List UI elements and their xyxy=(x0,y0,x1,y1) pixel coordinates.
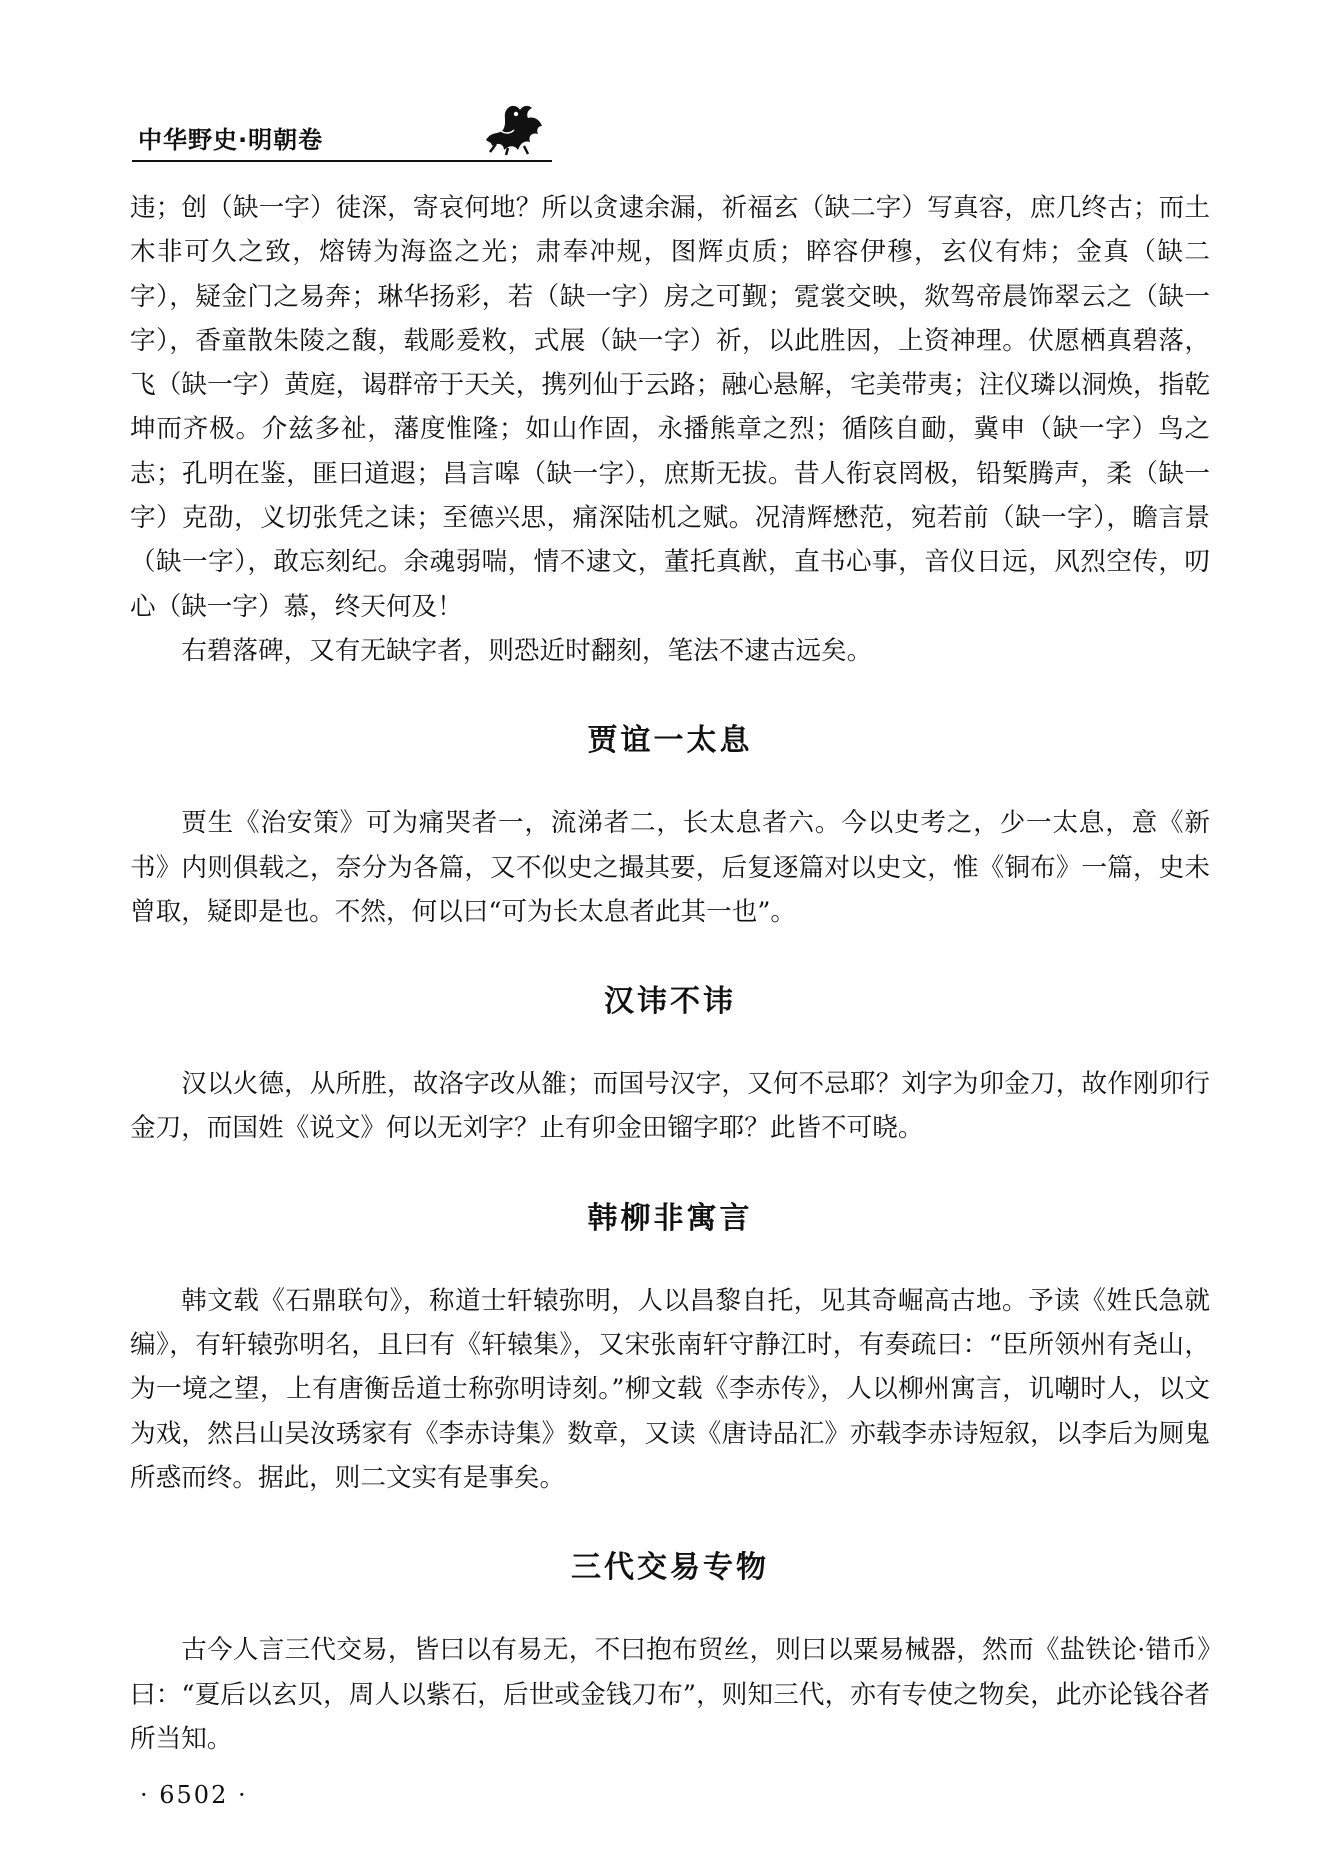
section-title: 汉讳不讳 xyxy=(604,984,736,1020)
section-title: 韩柳非寓言 xyxy=(587,1200,753,1236)
body-paragraph: 古今人言三代交易，皆曰以有易无，不曰抱布贸丝，则曰以粟易械器，然而《盐铁论·错币》曰：“夏后以玄贝，周人以紫石，后世或金钱刀布”，则知三代，亦有专使之物矣，此亦论钱谷者所当知。 xyxy=(130,1635,1210,1754)
body-paragraph: 贾生《治安策》可为痛哭者一，流涕者二，长太息者六。今以史考之，少一太息，意《新书》内则俱载之，奈分为各篇，又不似史之撮其要，后复逐篇对以史文，惟《铜布》一篇，史未曾取，疑即是也。不然，何以曰“可为长太息者此其一也”。 xyxy=(130,808,1210,927)
page-body xyxy=(130,186,1210,1761)
body-paragraph: 违；创（缺一字）徒深，寄哀何地？所以贪逮余漏，祈福玄（缺二字）写真容，庶几终古；而土木非可久之致，熔铸为海盗之光；肃奉冲规，图辉贞质；睟容伊穆，玄仪有炜；金真（缺二字），疑金门之易奔；琳华扬彩，若（缺一字）房之可觐；霓裳交映，欻驾帝晨饰翠云之（缺一字），香童散朱陵之馥，载彫爰敉，式展（缺一字）祈，以此胜因，上资神理。伏愿栖真碧落，飞（缺一字）黄庭，谒群帝于天关，携列仙于云路；融心悬解，宅美带夷；注仪璘以洞焕，指乾坤而齐极。介兹多祉，藩度惟隆；如山作固，永播熊章之烈；循陔自勔，冀申（缺一字）鸟之志；孔明在鉴，匪曰道遐；昌言嗥（缺一字），庶斯无拔。昔人衔哀罔极，铅椠腾声，柔（缺一字）克劭，义切张凭之诔；至德兴思，痛深陆机之赋。况清辉懋范，宛若前（缺一字），瞻言景（缺一字），敢忘刻纪。余魂弱喘，情不逮文，董托真猷，直书心事，音仪日远，风烈空传，叨心（缺一字）慕，终天何及！ xyxy=(130,193,1210,622)
body-paragraph: 汉以火德，从所胜，故洛字改从雒；而国号汉字，又何不忌耶？刘字为卯金刀，故作刚卯行金刀，而国姓《说文》何以无刘字？止有卯金田镏字耶？此皆不可晓。 xyxy=(130,1069,1210,1144)
section-title: 贾谊一太息 xyxy=(587,723,753,759)
running-header xyxy=(132,100,552,164)
body-paragraph: 韩文载《石鼎联句》，称道士轩辕弥明，人以昌黎自托，见其奇崛高古地。予读《姓氏急就编》，有轩辕弥明名，且曰有《轩辕集》，又宋张南轩守静江时，有奏疏曰：“臣所领州有尧山，为一境之望，上有唐衡岳道士称弥明诗刻。”柳文载《李赤传》，人以柳州寓言，讥嘲时人，以文为戏，然吕山吴汝琇家有《李赤诗集》数章，又读《唐诗品汇》亦载李赤诗短叙，以李后为厕鬼所惑而终。据此，则二文实有是事矣。 xyxy=(130,1285,1210,1493)
header-rule xyxy=(132,160,552,162)
dragon-emblem-icon xyxy=(478,100,550,156)
body-paragraph: 右碧落碑，又有无缺字者，则恐近时翻刻，笔法不逮古远矣。 xyxy=(181,635,873,666)
page-number: · 6502 · xyxy=(140,1781,248,1809)
book-title: 中华野史·明朝卷 xyxy=(138,126,324,154)
section-title: 三代交易专物 xyxy=(571,1550,769,1586)
